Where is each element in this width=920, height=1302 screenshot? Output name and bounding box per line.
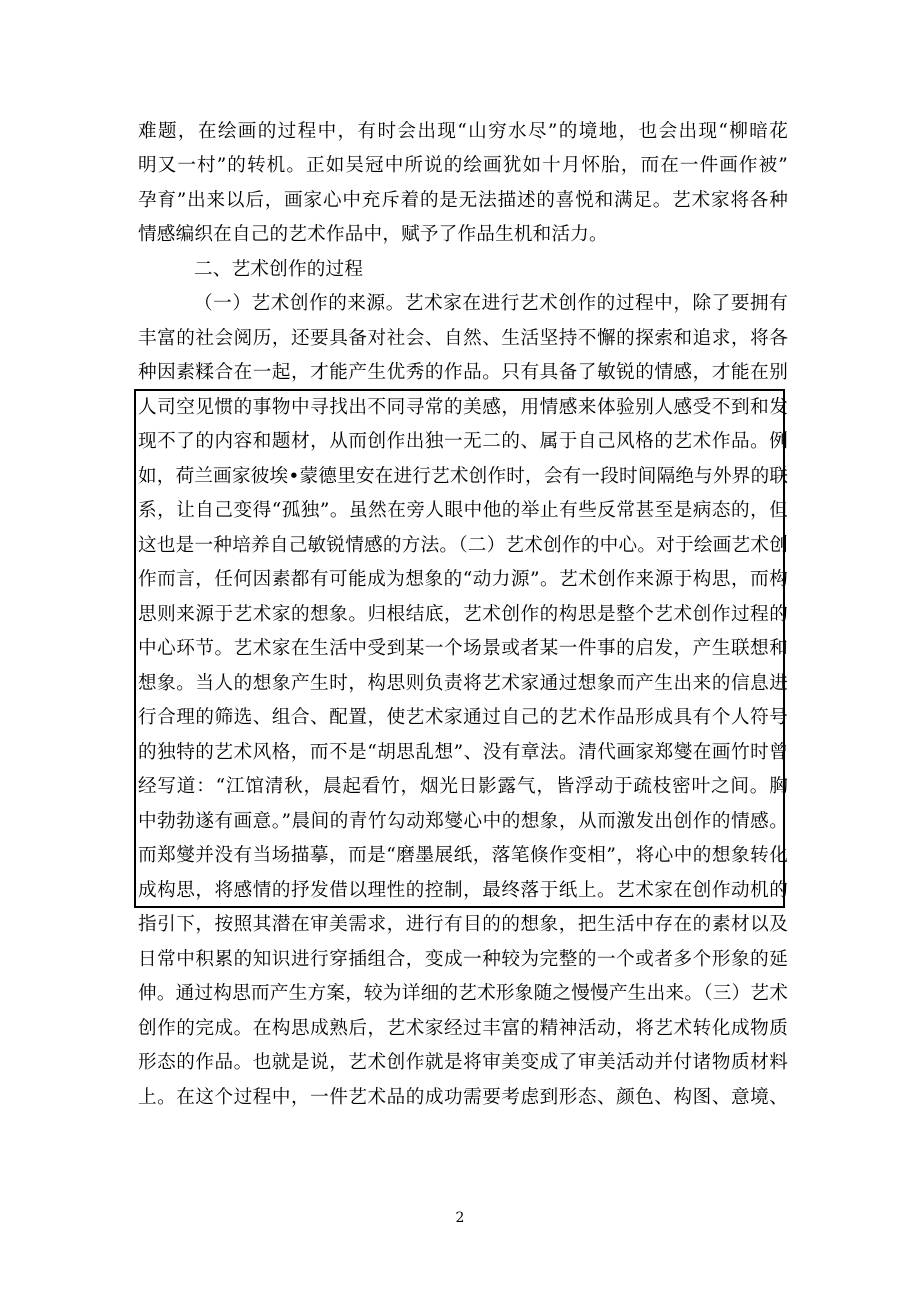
- text-line: 明又一村”的转机。正如吴冠中所说的绘画犹如十月怀胎，而在一件画作被”: [138, 155, 788, 176]
- text-line: 系，让自己变得“孤独”。虽然在旁人眼中他的举止有些反常甚至是病态的，但: [138, 500, 788, 521]
- paragraph-first-line: （一）艺术创作的来源。艺术家在进行艺术创作的过程中，除了要拥有: [194, 293, 788, 314]
- text-line: 的独特的艺术风格，而不是“胡思乱想”、没有章法。清代画家郑燮在画竹时曾: [138, 742, 788, 763]
- text-line: 想象。当人的想象产生时，构思则负责将艺术家通过想象而产生出来的信息进: [138, 673, 788, 694]
- text-line: 难题，在绘画的过程中，有时会出现“山穷水尽”的境地，也会出现“柳暗花: [138, 121, 788, 142]
- section-heading: 二、艺术创作的过程: [194, 259, 364, 280]
- text-line: 人司空见惯的事物中寻找出不同寻常的美感，用情感来体验别人感受不到和发: [138, 397, 788, 418]
- text-line: 中勃勃遂有画意。”晨间的青竹勾动郑燮心中的想象，从而激发出创作的情感。: [138, 811, 788, 832]
- text-line: 形态的作品。也就是说，艺术创作就是将审美变成了审美活动并付诸物质材料: [138, 1052, 788, 1073]
- text-line: 作而言，任何因素都有可能成为想象的“动力源”。艺术创作来源于构思，而构: [138, 569, 788, 590]
- text-line: 思则来源于艺术家的想象。归根结底，艺术创作的构思是整个艺术创作过程的: [138, 604, 788, 625]
- text-line: 上。在这个过程中，一件艺术品的成功需要考虑到形态、颜色、构图、意境、: [138, 1087, 788, 1108]
- text-line: 情感编织在自己的艺术作品中，赋予了作品生机和活力。: [138, 224, 608, 245]
- page-number: 2: [455, 1210, 465, 1226]
- text-line: 伸。通过构思而产生方案，较为详细的艺术形象随之慢慢产生出来。（三）艺术: [138, 983, 788, 1004]
- text-line: 日常中积累的知识进行穿插组合，变成一种较为完整的一个或者多个形象的延: [138, 949, 788, 970]
- text-line: 这也是一种培养自己敏锐情感的方法。（二）艺术创作的中心。对于绘画艺术创: [138, 535, 788, 556]
- text-line: 创作的完成。在构思成熟后，艺术家经过丰富的精神活动，将艺术转化成物质: [138, 1018, 788, 1039]
- text-line: 现不了的内容和题材，从而创作出独一无二的、属于自己风格的艺术作品。例: [138, 431, 788, 452]
- text-line: 行合理的筛选、组合、配置，使艺术家通过自己的艺术作品形成具有个人符号: [138, 707, 788, 728]
- text-line: 成构思，将感情的抒发借以理性的控制，最终落于纸上。艺术家在创作动机的: [138, 880, 788, 901]
- text-line: 如，荷兰画家彼埃•蒙德里安在进行艺术创作时，会有一段时间隔绝与外界的联: [138, 466, 789, 487]
- text-line: 中心环节。艺术家在生活中受到某一个场景或者某一件事的启发，产生联想和: [138, 638, 788, 659]
- text-line: 指引下，按照其潜在审美需求，进行有目的的想象，把生活中存在的素材以及: [138, 914, 788, 935]
- text-line: 种因素糅合在一起，才能产生优秀的作品。只有具备了敏锐的情感，才能在别: [138, 362, 788, 383]
- text-line: 孕育”出来以后，画家心中充斥着的是无法描述的喜悦和满足。艺术家将各种: [138, 190, 788, 211]
- text-line: 经写道：“江馆清秋，晨起看竹，烟光日影露气，皆浮动于疏枝密叶之间。胸: [138, 776, 788, 797]
- text-line: 而郑燮并没有当场描摹，而是“磨墨展纸，落笔倏作变相”，将心中的想象转化: [138, 845, 788, 866]
- text-line: 丰富的社会阅历，还要具备对社会、自然、生活坚持不懈的探索和追求，将各: [138, 328, 788, 349]
